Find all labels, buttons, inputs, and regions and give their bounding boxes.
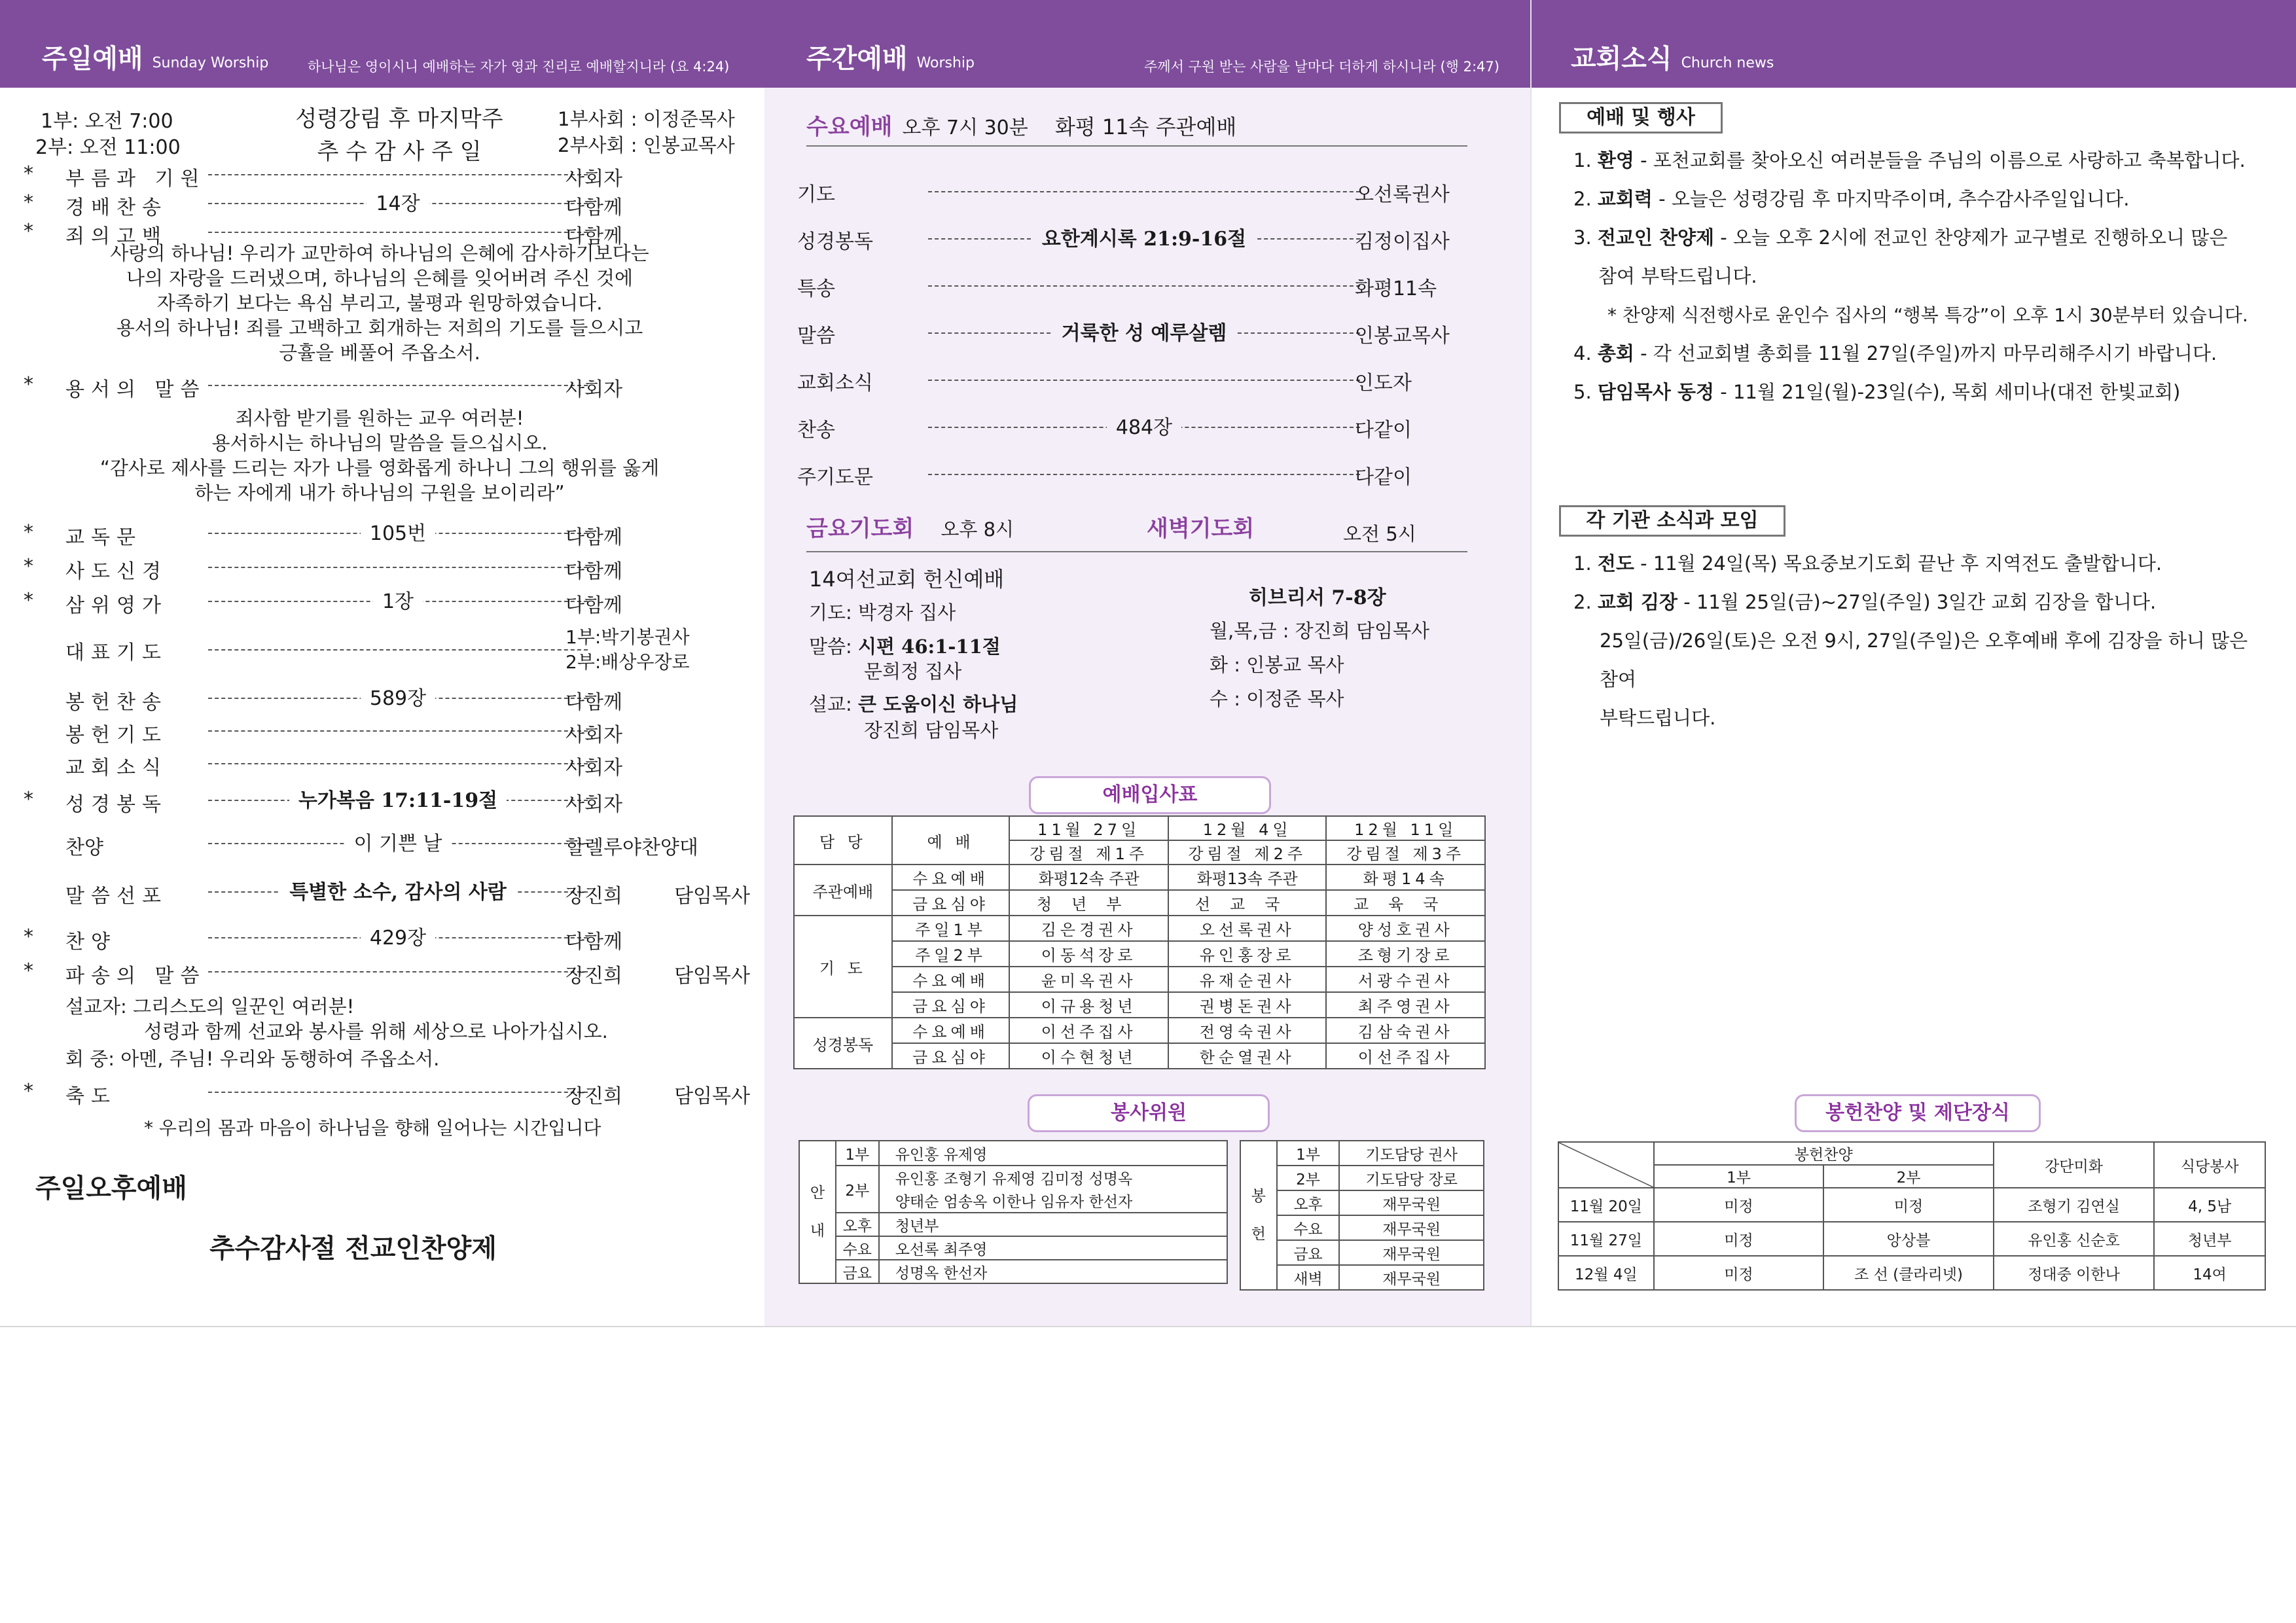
news-item: 2. 교회 김장 - 11월 25일(금)~27일(주일) 3일간 교회 김장을 합니다. <box>1573 591 2157 613</box>
sending-line-1: 설교자: 그리스도의 일꾼인 여러분! <box>65 995 355 1018</box>
table-header: 11월 27일 <box>1009 816 1168 840</box>
news-item: 4. 총회 - 각 선교회별 총회를 11월 27일(주일)까지 마무리해주시기 바랍니다. <box>1573 342 2217 365</box>
wed-order-row: 말씀 거룩한 성 예루살렘 인봉교목사 <box>797 322 1450 348</box>
table-row: 봉 헌 1부 기도담당 권사 <box>1240 1141 1484 1166</box>
table-header: 강림절 제3주 <box>1326 840 1485 865</box>
table-header: 식당봉사 <box>2154 1142 2265 1188</box>
section-title: 주간예배 Worship <box>806 44 975 74</box>
table-row: 오후 청년부 <box>799 1213 1227 1236</box>
table-row: 금요 재무국원 <box>1240 1240 1484 1265</box>
dawn-line: 화 : 인봉교 목사 <box>1210 654 1344 676</box>
news-item-continued: 25일(금)/26일(토)은 오전 9시, 27일(주일)은 오후예배 후에 김장을 하니 많은 참여 <box>1600 630 2248 690</box>
sunday-worship-header <box>0 0 764 88</box>
order-row: * 용서의 말씀 사회자 <box>24 373 622 401</box>
order-row: * 사도신경 다함께 <box>24 555 622 583</box>
friday-dawn-heading: 금요기도회 오후 8시 새벽기도회 오전 5시 <box>806 510 1467 552</box>
table-header: 12월 11일 <box>1326 816 1485 840</box>
order-row: 찬양 이 기쁜 날 할렐루야찬양대 <box>65 832 698 859</box>
sending-line-3: 회 중: 아멘, 주님! 우리와 동행하여 주옵소서. <box>65 1048 440 1070</box>
table-row: 안 내 1부 유인홍 유제영 <box>799 1141 1227 1166</box>
friday-reader: 문희정 집사 <box>864 660 962 683</box>
friday-preacher: 장진희 담임목사 <box>864 719 999 741</box>
church-news-header <box>1532 0 2296 88</box>
sunday-worship-column <box>0 0 764 1326</box>
section-subtitle: Worship <box>916 55 975 71</box>
occasion-line-2: 추 수 감 사 주 일 <box>317 139 482 165</box>
table-row: 새벽 재무국원 <box>1240 1265 1484 1290</box>
order-row: * 축도 장진희 담임목사 <box>24 1080 750 1108</box>
wed-order-row: 기도 오선록권사 <box>797 183 1450 206</box>
header-verse: 주께서 구원 받는 사람을 날마다 더하게 하시니라 (행 2:47) <box>1144 59 1499 75</box>
table-header: 예 배 <box>892 816 1010 865</box>
service-time-2: 2부: 오전 11:00 <box>35 136 181 159</box>
table-row: 금요 성명옥 한선자 <box>799 1260 1227 1283</box>
occasion-line-1: 성령강림 후 마지막주 <box>295 106 503 132</box>
table-header: 강단미화 <box>1994 1142 2155 1188</box>
news-item: 2. 교회력 - 오늘은 성령강림 후 마지막주이며, 추수감사주일입니다. <box>1573 188 2130 210</box>
news-item-continued: 참여 부탁드립니다. <box>1598 265 1757 287</box>
footnote: * 우리의 몸과 마음이 하나님을 향해 일어나는 시간입니다 <box>144 1117 601 1139</box>
order-row: * 삼위영가 1장 다함께 <box>24 589 622 617</box>
table-row: 수요 재무국원 <box>1240 1215 1484 1240</box>
groups-news-list <box>1573 544 2267 738</box>
table-header: 강림절 제1주 <box>1009 840 1168 865</box>
offering-table <box>1240 1140 1484 1291</box>
sending-line-2: 성령과 함께 선교와 봉사를 위해 세상으로 나아가십시오. <box>144 1020 608 1043</box>
friday-event: 14여선교회 헌신예배 <box>809 567 1005 592</box>
news-item: 3. 전교인 찬양제 - 오늘 오후 2시에 전교인 찬양제가 교구별로 진행하오니 많은 <box>1573 226 2228 249</box>
dawn-text: 히브리서 7-8장 <box>1249 586 1386 609</box>
table-row: 주관예배 수요예배 화평12속 주관 화평13속 주관 화평14속 <box>794 865 1485 890</box>
table-row: 양태순 엄송옥 이한나 임유자 한선자 <box>799 1189 1227 1213</box>
schedule-title: 예배입사표 <box>1029 776 1271 814</box>
table-row: 2부 기도담당 장로 <box>1240 1166 1484 1190</box>
confession-text: 사랑의 하나님! 우리가 교만하여 하나님의 은혜에 감사하기보다는 나의 자랑을 드러냈으며, 하나님의 은혜를 잊어버려 주신 것에 자족하기 보다는 욕심 부리고, 불평과 원망하였습니다. 용서의 하나님! 죄를 고백하고 회개하는 저희의 기도를 들으시고 긍휼을 베풀어 주옵소서. <box>110 242 649 364</box>
wed-order-row: 성경봉독 요한계시록 21:9-16절 김정이집사 <box>797 228 1450 253</box>
order-row: * 죄의고백 다함께 <box>24 220 622 248</box>
flower-table <box>1558 1141 2266 1291</box>
friday-sermon: 설교: 큰 도움이신 하나님 <box>809 693 1018 715</box>
events-news-list <box>1573 141 2267 412</box>
groups-box-title: 각 기관 소식과 모임 <box>1559 505 1785 537</box>
order-row: 봉헌찬송 589장 다함께 <box>65 687 622 714</box>
news-note: * 찬양제 식전행사로 윤인수 집사의 “행복 특강”이 오후 1시 30분부터 있습니다. <box>1607 304 2248 326</box>
guide-table <box>798 1140 1228 1284</box>
table-header: 봉헌찬양 <box>1654 1142 1994 1165</box>
pardon-text: 죄사함 받기를 원하는 교우 여러분! 용서하시는 하나님의 말씀을 들으십시오. “감사로 제사를 드리는 자가 나를 영화롭게 하나니 그의 행위를 옳게 하는 자에게 내가 하나님의 구원을 보이리라” <box>99 407 660 504</box>
diagonal-cell <box>1558 1142 1654 1188</box>
afternoon-worship-title: 주일오후예배 <box>35 1173 187 1204</box>
table-row: 금요심야 이수현청년 한순열권사 이선주집사 <box>794 1043 1485 1069</box>
order-row: * 성경봉독 누가복음 17:11-19절 사회자 <box>24 788 622 816</box>
afternoon-event: 추수감사절 전교인찬양제 <box>209 1234 497 1264</box>
flower-title: 봉헌찬양 및 제단장식 <box>1795 1094 2041 1132</box>
order-row: 대표기도 1부:박기봉권사 2부:배상우장로 <box>65 626 690 673</box>
table-row: 금요심야 청년부 선교국 교육국 <box>794 890 1485 916</box>
schedule-table <box>793 815 1486 1069</box>
table-row: 2부 유인홍 조형기 유제영 김미정 성명옥 <box>799 1166 1227 1189</box>
volunteer-title: 봉사위원 <box>1028 1094 1270 1132</box>
wed-order-row: 찬송 484장 다같이 <box>797 416 1412 442</box>
leader-2: 2부사회 : 인봉교목사 <box>558 134 735 156</box>
order-row: 말씀선포 특별한 소수, 감사의 사람 장진희 담임목사 <box>65 881 750 908</box>
news-item: 5. 담임목사 동정 - 11월 21일(월)-23일(수), 목회 세미나(대전 한빛교회) <box>1573 381 2181 403</box>
church-news-column <box>1530 0 2296 1326</box>
section-subtitle: Sunday Worship <box>152 55 269 71</box>
dawn-line: 월,목,금 : 장진희 담임목사 <box>1210 620 1430 642</box>
table-row: 12월 4일 미정 조 선 (클라리넷) 정대중 이한나 14여 <box>1558 1256 2265 1290</box>
order-row: * 찬양 429장 다함께 <box>24 925 622 954</box>
service-time-1: 1부: 오전 7:00 <box>41 110 173 133</box>
table-row: 11월 20일 미정 미정 조형기 김연실 4, 5남 <box>1558 1188 2265 1222</box>
wed-order-row: 교회소식 인도자 <box>797 372 1412 395</box>
order-row: * 부름과 기원 사회자 <box>24 162 622 190</box>
news-item: 1. 환영 - 포천교회를 찾아오신 여러분들을 주님의 이름으로 사랑하고 축복합니다. <box>1573 149 2246 171</box>
table-row: 성경봉독 수요예배 이선주집사 전영숙권사 김삼숙권사 <box>794 1018 1485 1043</box>
events-box-title: 예배 및 행사 <box>1559 102 1723 134</box>
table-header: 2부 <box>1823 1165 1994 1188</box>
section-title: 교회소식 Church news <box>1571 44 1774 74</box>
order-row: * 경배찬송 14장 다함께 <box>24 191 622 219</box>
wednesday-heading: 수요예배 오후 7시 30분 화평 11속 주관예배 <box>806 109 1467 147</box>
table-header: 12월 4일 <box>1168 816 1327 840</box>
weekly-worship-column <box>764 0 1530 1326</box>
weekly-worship-header <box>764 0 1530 88</box>
wed-order-row: 주기도문 다같이 <box>797 466 1412 489</box>
table-row: 기 도 주일1부 김은경권사 오선록권사 양성호권사 <box>794 916 1485 941</box>
section-title: 주일예배 Sunday Worship <box>42 44 269 74</box>
order-row: 교회소식 사회자 <box>65 757 622 779</box>
header-verse: 하나님은 영이시니 예배하는 자가 영과 진리로 예배할지니라 (요 4:24) <box>308 59 730 75</box>
news-item-continued: 부탁드립니다. <box>1600 707 1716 729</box>
table-row: 오후 재무국원 <box>1240 1190 1484 1215</box>
table-header: 1부 <box>1654 1165 1823 1188</box>
friday-prayer: 기도: 박경자 집사 <box>809 601 956 624</box>
dawn-line: 수 : 이정준 목사 <box>1210 688 1344 710</box>
friday-scripture: 말씀: 시편 46:1-11절 <box>809 635 1001 658</box>
table-header: 담 당 <box>794 816 892 865</box>
table-header: 강림절 제2주 <box>1168 840 1327 865</box>
leader-1: 1부사회 : 이정준목사 <box>558 108 735 130</box>
table-row: 수요예배 윤미옥권사 유재순권사 서광수권사 <box>794 967 1485 992</box>
order-row: * 교독문 105번 다함께 <box>24 521 622 549</box>
wed-order-row: 특송 화평11속 <box>797 277 1437 300</box>
order-row: * 파송의 말씀 장진희 담임목사 <box>24 959 750 988</box>
section-subtitle: Church news <box>1681 55 1774 71</box>
table-row: 수요 오선록 최주영 <box>799 1236 1227 1260</box>
table-row: 주일2부 이동석장로 유인홍장로 조형기장로 <box>794 941 1485 967</box>
table-row: 11월 27일 미정 앙상블 유인홍 신순호 청년부 <box>1558 1222 2265 1256</box>
table-row: 금요심야 이규용청년 권병돈권사 최주영권사 <box>794 992 1485 1018</box>
news-item: 1. 전도 - 11월 24일(목) 목요중보기도회 끝난 후 지역전도 출발합니다. <box>1573 552 2162 575</box>
order-row: 봉헌기도 사회자 <box>65 724 622 747</box>
